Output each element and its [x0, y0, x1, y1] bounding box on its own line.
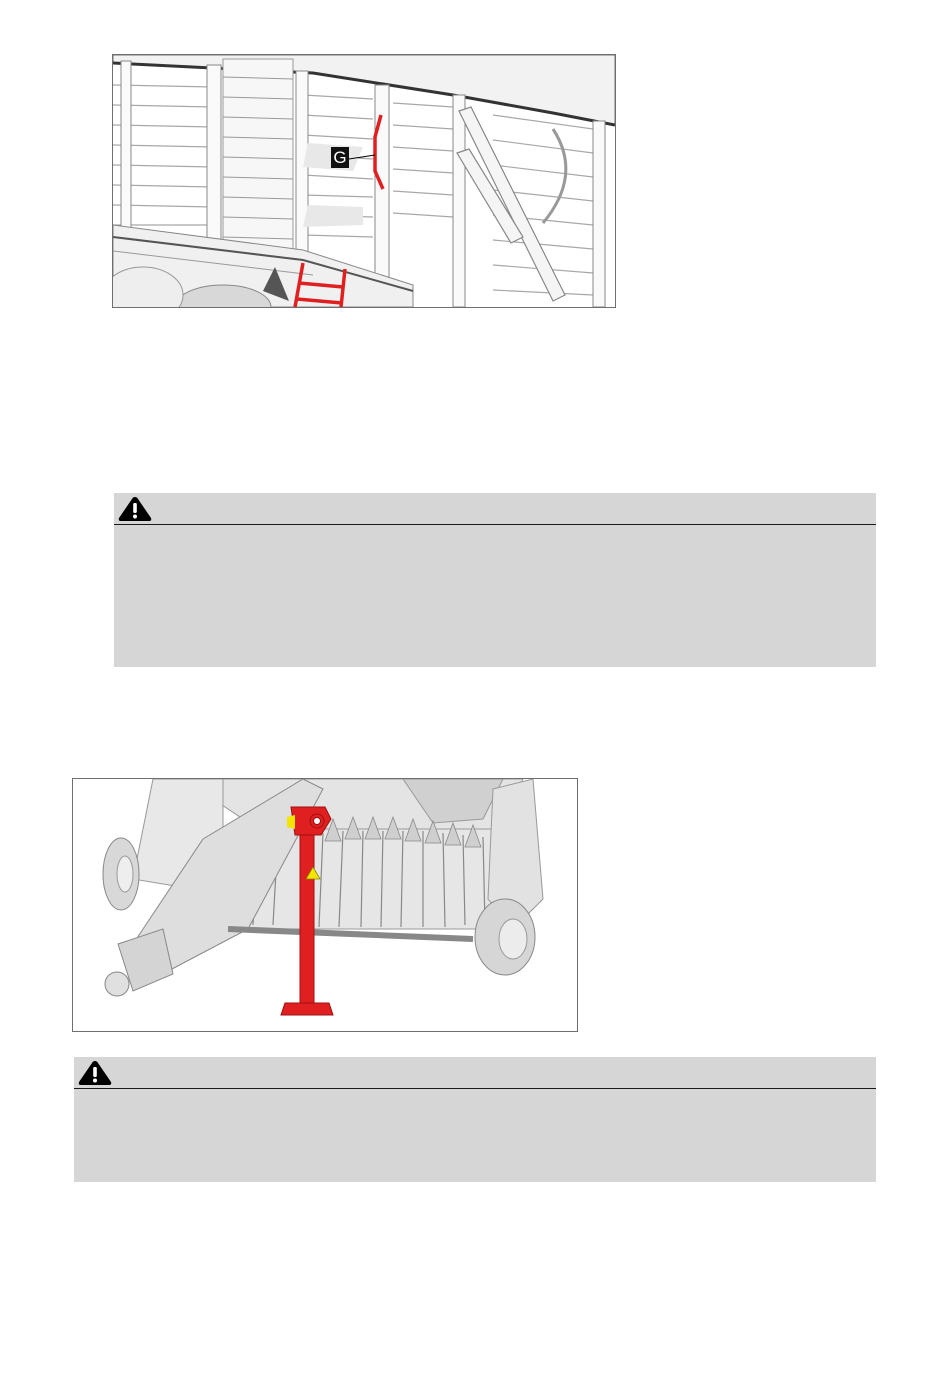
pickup-support-illustration [73, 779, 577, 1031]
warning-header [74, 1057, 876, 1089]
warning-triangle-icon [78, 1060, 112, 1086]
warning-box-1 [114, 493, 876, 667]
wagon-side-illustration [113, 55, 615, 307]
warning-box-2 [74, 1057, 876, 1182]
figure-wagon-ladder [112, 54, 616, 308]
figure-support-stand [72, 778, 578, 1032]
warning-triangle-icon [118, 496, 152, 522]
callout-label-g: G [331, 147, 349, 168]
warning-header [114, 493, 876, 525]
